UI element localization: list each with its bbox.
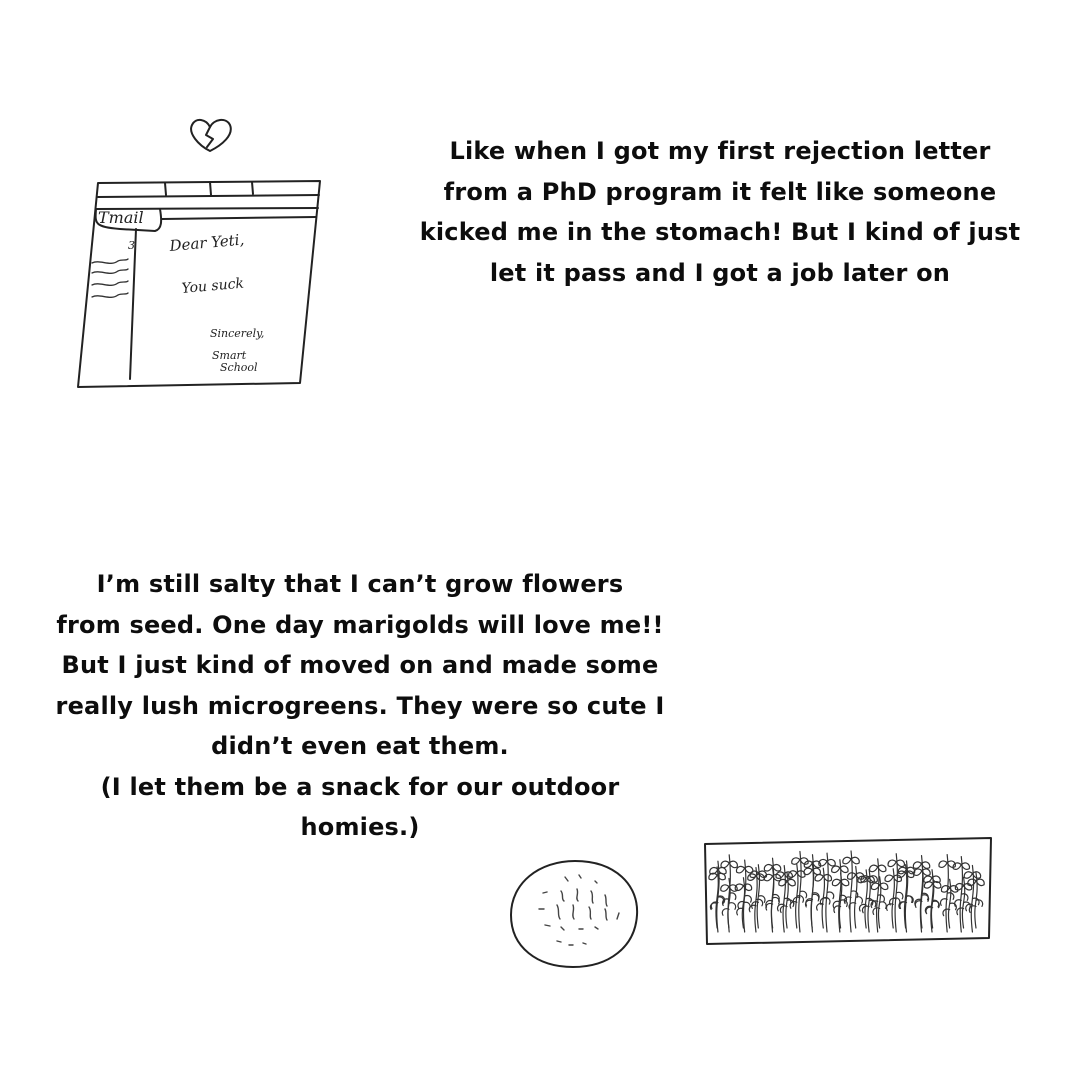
sprout-doodle <box>953 857 969 932</box>
text-line: Like when I got my first rejection letter <box>449 137 991 165</box>
email-sender-line2: School <box>220 361 258 374</box>
sprout-doodle <box>968 873 984 928</box>
text-line: from a PhD program it felt like someone <box>443 177 997 206</box>
microgreens-tray-icon <box>695 828 1005 953</box>
broken-heart-icon <box>191 120 231 151</box>
email-sketch <box>70 115 330 395</box>
text-line: kicked me in the stomach! But I kind of just <box>419 218 1021 246</box>
sprout-doodle <box>871 877 887 928</box>
text-line: really lush microgreens. They were so cute I <box>55 691 665 720</box>
email-greeting: Dear Yeti, <box>168 230 245 255</box>
sprout-doodle <box>924 875 940 928</box>
mail-logo: Tmail <box>98 208 144 227</box>
microgreens-paragraph <box>40 564 680 848</box>
sprout-doodle <box>832 873 848 928</box>
unread-count: 3 <box>128 239 135 252</box>
email-body: You suck <box>180 275 245 297</box>
email-signoff: Sincerely, <box>210 327 265 340</box>
sprout-doodle <box>819 853 835 932</box>
text-line: homies.) <box>300 813 420 841</box>
sidebar-scribbles <box>92 259 128 297</box>
text-line: from seed. One day marigolds will love me!! <box>56 610 664 639</box>
sprout-doodle <box>721 855 737 932</box>
sprout-doodle <box>815 868 831 928</box>
sprout-doodle <box>888 854 904 932</box>
sprout-doodle <box>764 868 780 928</box>
text-line: didn’t even eat them. <box>211 732 509 760</box>
text-line: let it pass and I got a job later on <box>489 258 951 287</box>
round-seed-tray-icon <box>505 855 645 975</box>
email-sender-line1: Smart <box>212 349 247 362</box>
sprout-doodle <box>964 865 980 932</box>
sprout-doodle <box>792 852 808 932</box>
sprout-doodle <box>870 859 886 932</box>
text-line: I’m still salty that I can’t grow flowers <box>96 570 624 598</box>
rejection-paragraph <box>400 131 1040 293</box>
text-line: (I let them be a snack for our outdoor <box>100 772 620 801</box>
sprout-doodle <box>779 873 795 928</box>
text-line: But I just kind of moved on and made some <box>61 651 659 679</box>
